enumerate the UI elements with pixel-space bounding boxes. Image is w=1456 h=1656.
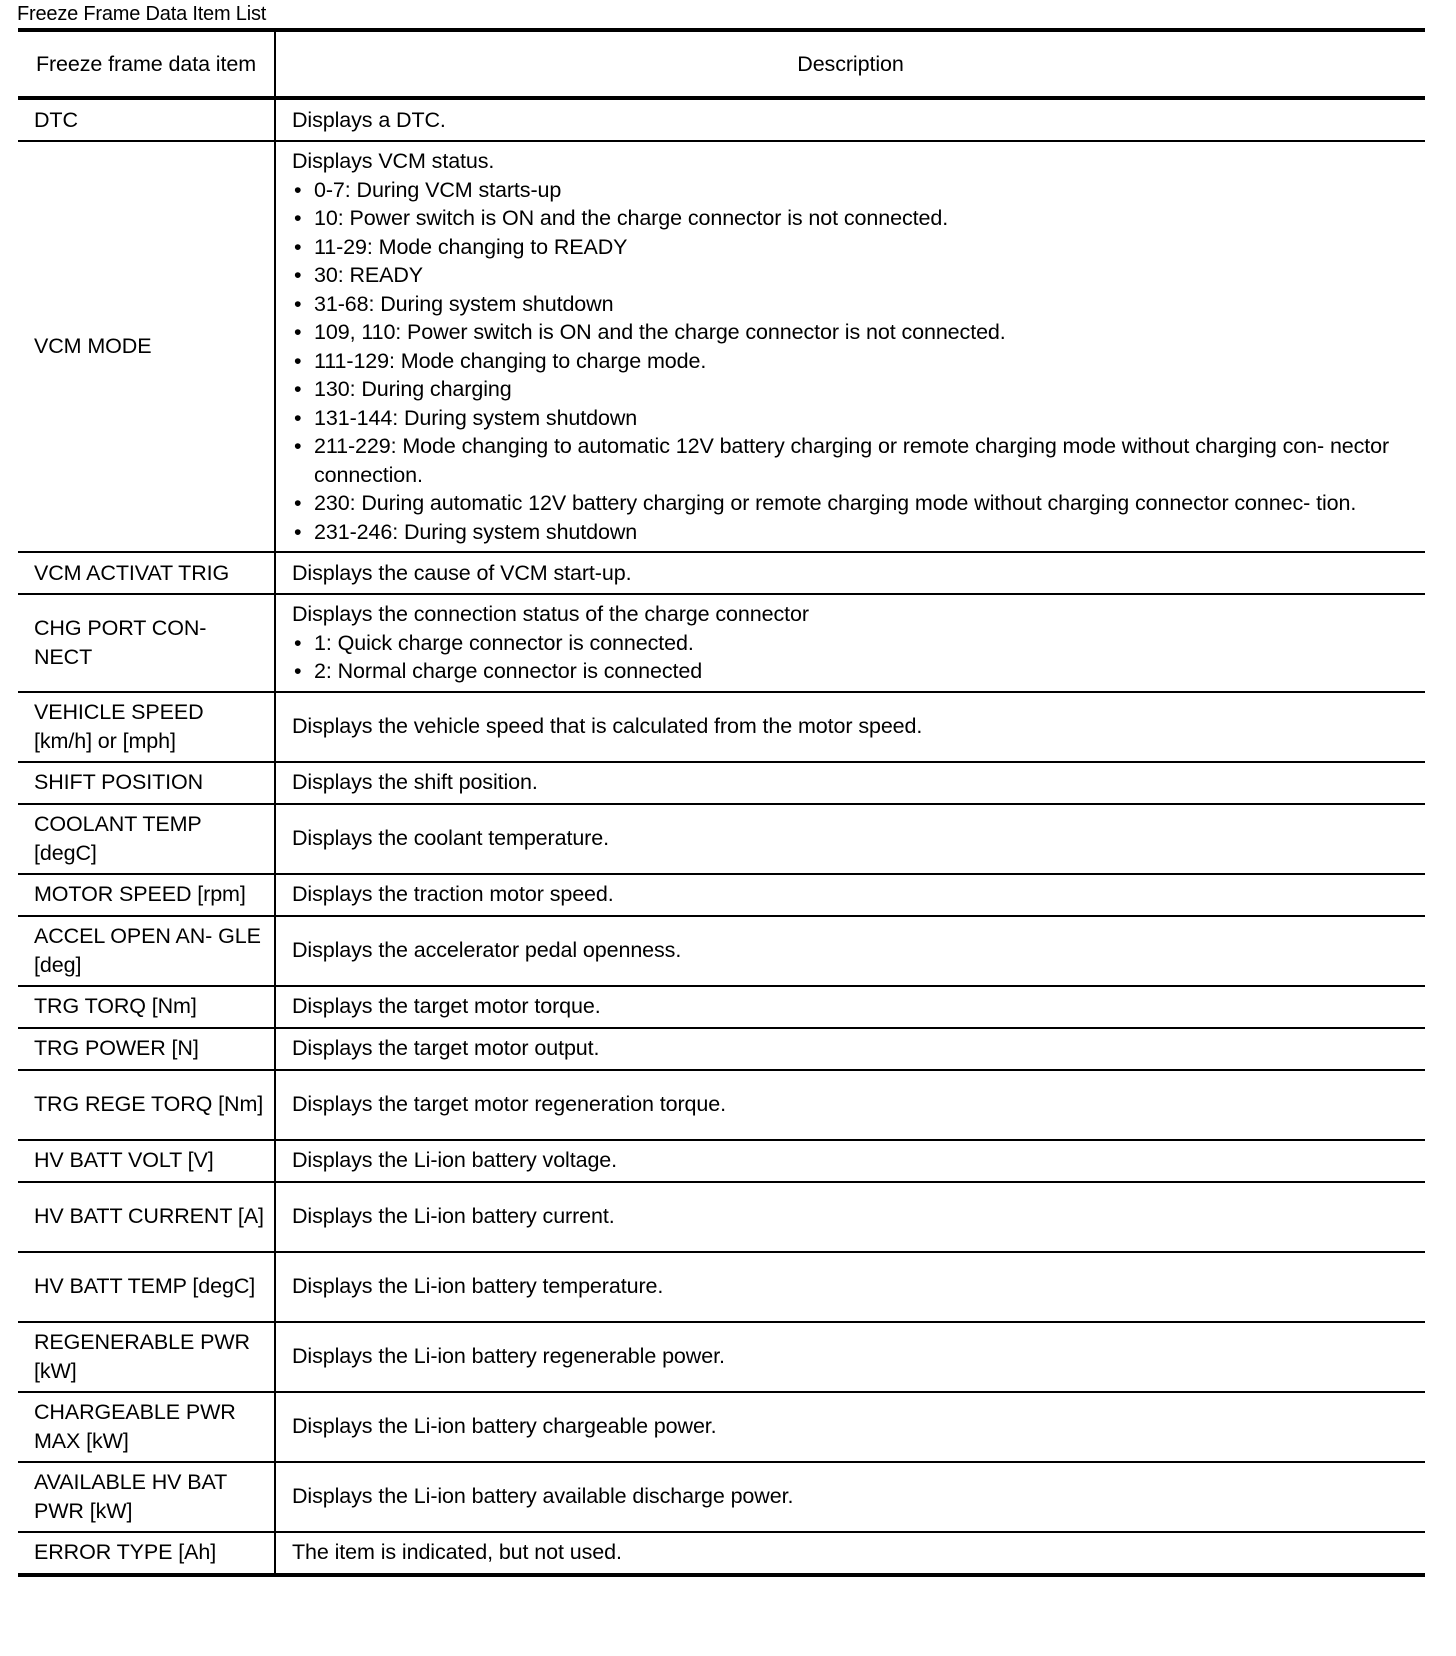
bullet-item: • 1: Quick charge connector is connected. [292, 629, 1415, 658]
description-text: Displays the cause of VCM start-up. [292, 560, 632, 585]
table-row [18, 762, 1425, 804]
description-text: Displays the target motor regeneration torque. [292, 1092, 726, 1117]
item-name-cell: VCM MODE [18, 141, 275, 552]
description-cell [275, 1070, 1425, 1140]
table-row [18, 1182, 1425, 1252]
description-cell [275, 986, 1425, 1028]
item-name-cell: TRG POWER [N] [18, 1028, 275, 1070]
description-text: Displays a DTC. [292, 107, 446, 132]
item-name-cell: DTC [18, 98, 275, 141]
description-text: Displays the Li-ion battery voltage. [292, 1148, 618, 1173]
item-name-cell: ERROR TYPE [Ah] [18, 1532, 275, 1575]
description-cell [275, 594, 1425, 692]
table-row [18, 594, 1425, 692]
item-name-cell: TRG REGE TORQ [Nm] [18, 1070, 275, 1140]
description-cell [275, 141, 1425, 552]
table-header [18, 30, 1425, 98]
table-row [18, 874, 1425, 916]
bullet-item: • 230: During automatic 12V battery charging or remote charging mode without charging connector connec- tion. [292, 489, 1415, 518]
description-cell [275, 762, 1425, 804]
bullet-item: • 130: During charging [292, 375, 1415, 404]
item-name-cell: ACCEL OPEN AN- GLE [deg] [18, 916, 275, 986]
table-row [18, 1252, 1425, 1322]
description-text: Displays the Li-ion battery chargeable power. [292, 1414, 717, 1439]
item-name-cell: TRG TORQ [Nm] [18, 986, 275, 1028]
item-name-cell: VCM ACTIVAT TRIG [18, 552, 275, 594]
table-row [18, 98, 1425, 141]
description-cell [275, 1392, 1425, 1462]
bullet-item: • 10: Power switch is ON and the charge connector is not connected. [292, 204, 1415, 233]
table-body [18, 98, 1425, 1575]
description-cell [275, 916, 1425, 986]
item-name-cell: REGENERABLE PWR [kW] [18, 1322, 275, 1392]
bullet-item: • 109, 110: Power switch is ON and the charge connector is not connected. [292, 318, 1415, 347]
description-cell [275, 1252, 1425, 1322]
description-cell [275, 1532, 1425, 1575]
description-text: Displays the Li-ion battery current. [292, 1204, 615, 1229]
description-cell [275, 692, 1425, 762]
bullet-item: • 11-29: Mode changing to READY [292, 233, 1415, 262]
description-cell [275, 874, 1425, 916]
description-cell [275, 1028, 1425, 1070]
bullet-item: • 2: Normal charge connector is connected [292, 657, 1415, 686]
table-row [18, 1028, 1425, 1070]
item-name-cell: SHIFT POSITION [18, 762, 275, 804]
document-title: Freeze Frame Data Item List [17, 3, 267, 25]
table-row [18, 804, 1425, 874]
item-name-cell: HV BATT TEMP [degC] [18, 1252, 275, 1322]
bullet-item: • 211-229: Mode changing to automatic 12V battery charging or remote charging mode without charging con- nector connection. [292, 432, 1415, 489]
bullet-item: • 231-246: During system shutdown [292, 518, 1415, 547]
bullet-item: • 111-129: Mode changing to charge mode. [292, 347, 1415, 376]
description-text: Displays the target motor output. [292, 1036, 600, 1061]
description-cell [275, 1140, 1425, 1182]
description-text: The item is indicated, but not used. [292, 1540, 622, 1565]
description-text: Displays the coolant temperature. [292, 826, 609, 851]
table-row [18, 692, 1425, 762]
table-row [18, 1462, 1425, 1532]
table-row [18, 916, 1425, 986]
description-text: Displays the Li-ion battery regenerable power. [292, 1344, 725, 1369]
item-name-cell: COOLANT TEMP [degC] [18, 804, 275, 874]
table-row [18, 141, 1425, 552]
description-text: Displays the Li-ion battery temperature. [292, 1274, 664, 1299]
header-row [18, 30, 1425, 98]
bullet-item: • 0-7: During VCM starts-up [292, 176, 1415, 205]
bullet-list [292, 176, 1415, 547]
description-text: Displays VCM status. [292, 149, 495, 173]
item-name-cell: AVAILABLE HV BAT PWR [kW] [18, 1462, 275, 1532]
item-name-cell: CHG PORT CON- NECT [18, 594, 275, 692]
description-text: Displays the accelerator pedal openness. [292, 938, 682, 963]
table-row [18, 1532, 1425, 1575]
bullet-list [292, 629, 1415, 686]
item-name-cell: VEHICLE SPEED [km/h] or [mph] [18, 692, 275, 762]
description-text: Displays the vehicle speed that is calculated from the motor speed. [292, 714, 923, 739]
table-row [18, 552, 1425, 594]
header-item: Freeze frame data item [18, 30, 275, 98]
bullet-item: • 31-68: During system shutdown [292, 290, 1415, 319]
description-cell [275, 552, 1425, 594]
description-text: Displays the Li-ion battery available discharge power. [292, 1484, 794, 1509]
table-row [18, 986, 1425, 1028]
description-cell [275, 1182, 1425, 1252]
description-cell [275, 1462, 1425, 1532]
item-name-cell: CHARGEABLE PWR MAX [kW] [18, 1392, 275, 1462]
bullet-item: • 30: READY [292, 261, 1415, 290]
table-row [18, 1392, 1425, 1462]
table-row [18, 1322, 1425, 1392]
freeze-frame-data-table [18, 28, 1425, 1577]
header-description: Description [797, 52, 904, 76]
description-cell [275, 1322, 1425, 1392]
description-cell [275, 98, 1425, 141]
description-text: Displays the shift position. [292, 770, 538, 795]
item-name-cell: HV BATT VOLT [V] [18, 1140, 275, 1182]
description-text: Displays the connection status of the charge connector [292, 602, 809, 626]
item-name-cell: MOTOR SPEED [rpm] [18, 874, 275, 916]
description-text: Displays the traction motor speed. [292, 882, 614, 907]
description-cell [275, 804, 1425, 874]
item-name-cell: HV BATT CURRENT [A] [18, 1182, 275, 1252]
description-text: Displays the target motor torque. [292, 994, 601, 1019]
table-row [18, 1140, 1425, 1182]
bullet-item: • 131-144: During system shutdown [292, 404, 1415, 433]
table-row [18, 1070, 1425, 1140]
